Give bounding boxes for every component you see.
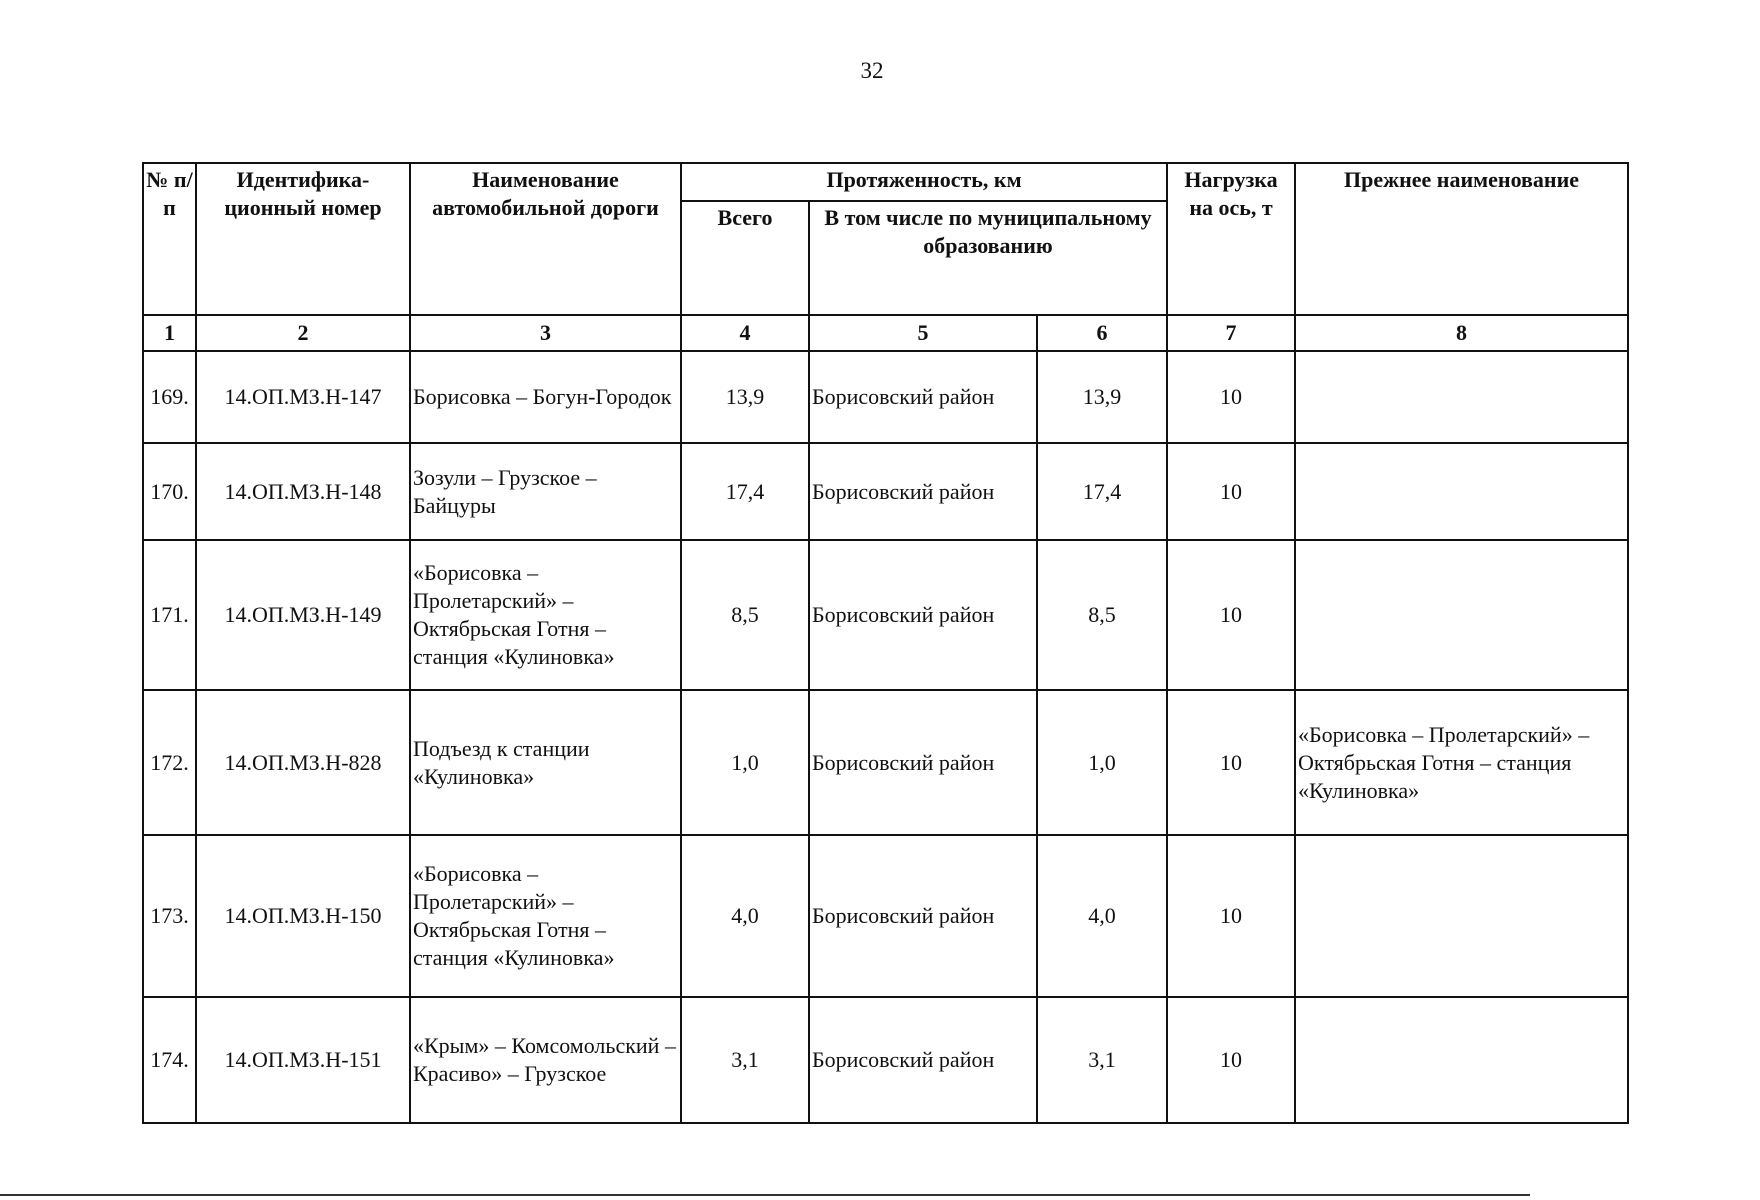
total-length: 17,4	[681, 443, 809, 540]
header-former-name: Прежнее наименование	[1295, 163, 1628, 315]
road-name: Подъезд к станции «Кулиновка»	[410, 690, 681, 835]
municipality-length: 13,9	[1037, 351, 1167, 443]
total-length: 8,5	[681, 540, 809, 690]
column-number: 4	[681, 315, 809, 351]
column-number: 8	[1295, 315, 1628, 351]
axle-load: 10	[1167, 540, 1295, 690]
header-road-name: Наименование автомобильной дороги	[410, 163, 681, 315]
column-number: 1	[143, 315, 196, 351]
road-name: «Борисовка – Пролетарский» – Октябрьская Готня – станция «Кулиновка»	[410, 540, 681, 690]
table-row	[143, 835, 1628, 997]
column-number: 5	[809, 315, 1037, 351]
former-name: «Борисовка – Пролетарский» – Октябрьская Готня – станция «Кулиновка»	[1295, 690, 1628, 835]
former-name	[1295, 443, 1628, 540]
municipality-length: 8,5	[1037, 540, 1167, 690]
axle-load: 10	[1167, 443, 1295, 540]
row-number: 169.	[143, 351, 196, 443]
municipality: Борисовский район	[809, 997, 1037, 1123]
table-row	[143, 443, 1628, 540]
axle-load: 10	[1167, 997, 1295, 1123]
municipality-length: 4,0	[1037, 835, 1167, 997]
road-id: 14.ОП.МЗ.Н-150	[196, 835, 410, 997]
column-number: 6	[1037, 315, 1167, 351]
road-id: 14.ОП.МЗ.Н-149	[196, 540, 410, 690]
municipality-length: 17,4	[1037, 443, 1167, 540]
bottom-rule	[0, 1194, 1530, 1196]
row-number: 170.	[143, 443, 196, 540]
municipality: Борисовский район	[809, 835, 1037, 997]
table-row	[143, 351, 1628, 443]
former-name	[1295, 351, 1628, 443]
column-number: 3	[410, 315, 681, 351]
header-total: Всего	[681, 201, 809, 315]
table-row	[143, 997, 1628, 1123]
municipality-length: 1,0	[1037, 690, 1167, 835]
table-row	[143, 690, 1628, 835]
header-length-group: Протяженность, км	[681, 163, 1167, 201]
column-number: 2	[196, 315, 410, 351]
row-number: 172.	[143, 690, 196, 835]
former-name	[1295, 997, 1628, 1123]
axle-load: 10	[1167, 690, 1295, 835]
municipality: Борисовский район	[809, 351, 1037, 443]
roads-table	[142, 162, 1629, 1124]
municipality: Борисовский район	[809, 443, 1037, 540]
former-name	[1295, 835, 1628, 997]
column-numbers-row	[143, 315, 1628, 351]
road-id: 14.ОП.МЗ.Н-151	[196, 997, 410, 1123]
total-length: 13,9	[681, 351, 809, 443]
road-id: 14.ОП.МЗ.Н-147	[196, 351, 410, 443]
municipality-length: 3,1	[1037, 997, 1167, 1123]
header-by-municipality: В том числе по муниципальному образованию	[809, 201, 1167, 315]
road-name: Зозули – Грузское – Байцуры	[410, 443, 681, 540]
page-number: 32	[860, 58, 884, 83]
row-number: 171.	[143, 540, 196, 690]
road-id: 14.ОП.МЗ.Н-148	[196, 443, 410, 540]
road-name: «Борисовка – Пролетарский» – Октябрьская Готня – станция «Кулиновка»	[410, 835, 681, 997]
axle-load: 10	[1167, 351, 1295, 443]
road-name: Борисовка – Богун-Городок	[410, 351, 681, 443]
municipality: Борисовский район	[809, 540, 1037, 690]
table-row	[143, 540, 1628, 690]
row-number: 174.	[143, 997, 196, 1123]
header-no: № п/п	[143, 163, 196, 315]
municipality: Борисовский район	[809, 690, 1037, 835]
header-id-number: Идентифика-ционный номер	[196, 163, 410, 315]
road-id: 14.ОП.МЗ.Н-828	[196, 690, 410, 835]
former-name	[1295, 540, 1628, 690]
header-axle-load: Нагрузка на ось, т	[1167, 163, 1295, 315]
total-length: 3,1	[681, 997, 809, 1123]
road-name: «Крым» – Комсомольский – Красиво» – Грузское	[410, 997, 681, 1123]
total-length: 1,0	[681, 690, 809, 835]
total-length: 4,0	[681, 835, 809, 997]
column-number: 7	[1167, 315, 1295, 351]
axle-load: 10	[1167, 835, 1295, 997]
row-number: 173.	[143, 835, 196, 997]
